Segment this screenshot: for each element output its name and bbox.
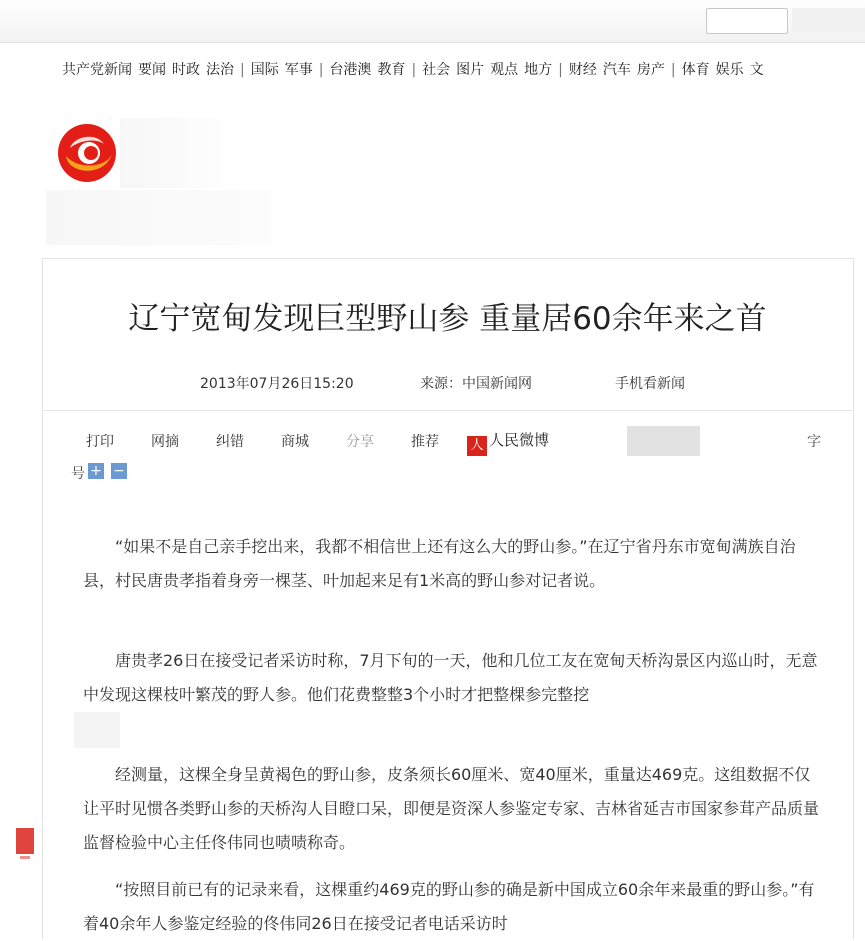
article-paragraph: 经测量，这棵全身呈黄褐色的野山参，皮条须长60厘米、宽40厘米，重量达469克。这组数据不仅让平时见惯各类野山参的天桥沟人目瞪口呆，即便是资深人参鉴定专家、吉林省延吉市国家参茸产品质量监督检验中心主任佟伟同也啧啧称奇。 (83, 765, 820, 852)
article-paragraph: “如果不是自己亲手挖出来，我都不相信世上还有这么大的野山参。”在辽宁省丹东市宽甸满族自治县，村民唐贵孝指着身旁一棵茎、叶加起来足有1米高的野山参对记者说。 (83, 537, 796, 590)
nav-link[interactable]: 汽车 (602, 62, 631, 78)
search-input[interactable] (706, 8, 788, 34)
weibo-icon: 人 (467, 436, 487, 456)
font-increase-button[interactable]: + (88, 463, 104, 479)
nav-separator: | (670, 62, 676, 78)
nav-link[interactable]: 共产党新闻 (62, 62, 132, 78)
nav-link[interactable]: 时政 (172, 62, 200, 78)
share-widget-placeholder[interactable] (627, 426, 700, 456)
font-decrease-button[interactable]: − (111, 463, 127, 479)
article-paragraph: 唐贵孝26日在接受记者采访时称，7月下旬的一天，他和几位工友在宽甸天桥沟景区内巡山时，无意中发现这棵枝叶繁茂的野人参。他们花费整整3个小时才把整棵参完整挖 (83, 651, 818, 704)
channel-nav (62, 59, 865, 81)
nav-link[interactable]: 财经 (568, 62, 597, 78)
nav-link[interactable]: 娱乐 (715, 62, 744, 78)
nav-link[interactable]: 地方 (524, 62, 553, 78)
print-button[interactable]: 打印 (86, 434, 114, 450)
top-bar (0, 0, 865, 43)
font-size-label-1: 字 (807, 434, 821, 450)
search-button[interactable] (792, 8, 865, 32)
weibo-share-button[interactable] (467, 429, 549, 451)
nav-link[interactable]: 房产 (636, 62, 665, 78)
article-source: 来源：中国新闻网 (420, 376, 532, 392)
nav-separator: | (411, 62, 417, 78)
side-float-icon[interactable] (14, 826, 36, 860)
blurred-text (74, 712, 120, 748)
divider (42, 410, 852, 411)
article-paragraph: “按照目前已有的记录来看，这棵重约469克的野山参的确是新中国成立60余年来最重的野山参。”有着40余年人参鉴定经验的佟伟同26日在接受记者电话采访时 (83, 880, 815, 933)
font-size-label-2: 号 (71, 466, 85, 482)
mall-button[interactable]: 商城 (281, 434, 309, 450)
nav-link[interactable]: 图片 (456, 62, 485, 78)
excerpt-button[interactable]: 网摘 (151, 434, 179, 450)
nav-link[interactable]: 法治 (206, 62, 234, 78)
weibo-label: 人民微博 (489, 431, 550, 449)
nav-link[interactable]: 文 (749, 62, 764, 78)
article-title: 辽宁宽甸发现巨型野山参 重量居60余年来之首 (128, 301, 767, 337)
recommend-button[interactable]: 推荐 (411, 434, 439, 450)
mobile-news-link[interactable]: 手机看新闻 (615, 376, 685, 392)
logo-text-blurred (120, 118, 245, 188)
nav-separator: | (558, 62, 563, 78)
nav-link[interactable]: 教育 (377, 62, 406, 78)
nav-link[interactable]: 国际 (250, 62, 279, 78)
nav-link[interactable]: 体育 (681, 62, 710, 78)
nav-link[interactable]: 要闻 (138, 62, 166, 78)
publish-date: 2013年07月26日15:20 (200, 376, 354, 392)
nav-link[interactable]: 观点 (490, 62, 519, 78)
correct-button[interactable]: 纠错 (216, 434, 244, 450)
nav-separator: | (240, 62, 245, 78)
nav-link[interactable]: 社会 (422, 62, 451, 78)
people-logo-icon[interactable] (56, 122, 118, 184)
nav-link[interactable]: 军事 (284, 62, 313, 78)
share-label: 分享 (346, 434, 374, 450)
nav-separator: | (318, 62, 324, 78)
nav-link[interactable]: 台港澳 (329, 62, 372, 78)
banner-blurred (46, 190, 271, 245)
